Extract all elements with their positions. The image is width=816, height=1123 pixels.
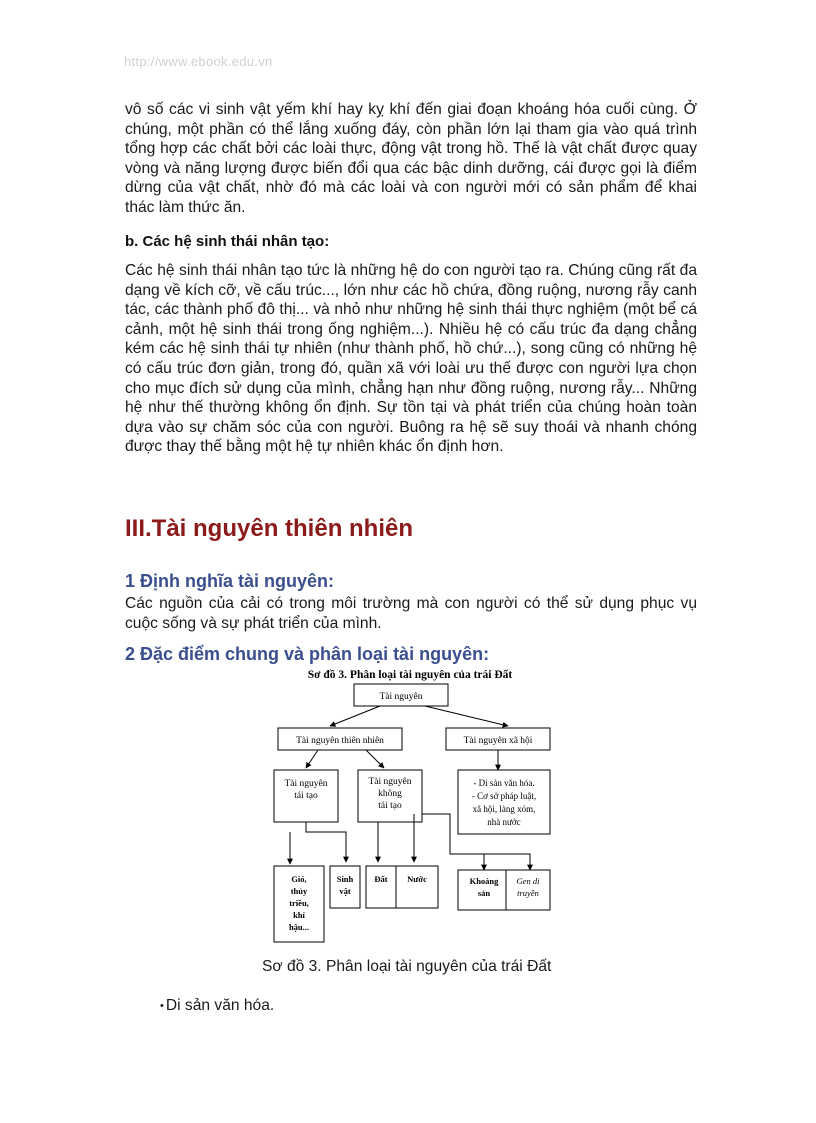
node-social-line4: nhà nước (487, 817, 521, 827)
subheading-artificial-ecosystems: b. Các hệ sinh thái nhân tạo: (125, 233, 330, 250)
node-living-line2: vật (339, 886, 351, 896)
node-minerals-line1: Khoáng (469, 876, 499, 886)
heading-definition: 1 Định nghĩa tài nguyên: (125, 571, 335, 591)
node-minerals-line2: sản (477, 888, 491, 898)
node-nonrenewable-line2: không (378, 789, 402, 799)
node-renewable-line2: tái tạo (294, 791, 318, 801)
watermark-url: http://www.ebook.edu.vn (124, 54, 273, 69)
node-wind-line1: Gió, (291, 874, 307, 884)
node-social-line1: - Di sản văn hóa. (473, 778, 535, 788)
bullet-item-cultural-heritage (160, 997, 274, 1015)
node-root-label: Tài nguyên (379, 692, 423, 702)
node-water-label: Nước (407, 874, 427, 884)
bullet-dot-icon: • (160, 1000, 164, 1012)
node-water (396, 866, 438, 908)
node-wind-line4: khí (293, 910, 305, 920)
node-wind-line2: thủy (290, 886, 308, 896)
node-soil (366, 866, 396, 908)
resource-classification-diagram (270, 664, 552, 944)
paragraph-definition: Các nguồn của cải có trong môi trường mà con người có thể sử dụng phục vụ cuộc sống và sự phát triển của mình. (125, 595, 697, 632)
node-soil-label: Đất (374, 874, 388, 884)
node-natural-resources-label: Tài nguyên thiên nhiên (296, 736, 384, 746)
paragraph-artificial-ecosystems: Các hệ sinh thái nhân tạo tức là những hệ do con người tạo ra. Chúng cũng rất đa dạng về kích cỡ, về cấu trúc..., lớn như các hồ chứa, đồng ruộng, nương rẫy canh tác, các thành phố đô thị... và nhỏ như những hệ sinh thái thực nghiệm (một bể cá cảnh, một hệ sinh thái trong ống nghiệm...). Nhiều hệ có cấu trúc đa dạng chẳng kém các hệ sinh thái tự nhiên (như thành phố, hồ chứ...), song cũng có những hệ có cấu trúc đơn giản, trong đó, quần xã với loài ưu thế được con người lựa chọn cho mục đích sử dụng của mình, chẳng hạn như đồng ruộng, nương rẫy... Những hệ như thế thường không ổn định. Sự tồn tại và phát triển của chúng hoàn toàn dựa vào sự chăm sóc của con người. Buông ra hệ sẽ suy thoái và nhanh chóng được thay thế bằng một hệ tự nhiên khác ổn định hơn. (125, 262, 697, 456)
node-wind-line5: hậu... (288, 922, 310, 932)
diagram-caption: Sơ đồ 3. Phân loại tài nguyên của trái Đất (262, 958, 552, 975)
heading-classification: 2 Đặc điểm chung và phân loại tài nguyên: (125, 644, 490, 664)
node-genetic-line1: Gen di (516, 876, 540, 886)
node-nonrenewable-line1: Tài nguyên (368, 777, 412, 787)
node-social-line2: - Cơ sở pháp luật, (471, 791, 537, 801)
paragraph-lake-cycle: vô số các vi sinh vật yếm khí hay kỵ khí đến giai đoạn khoáng hóa cuối cùng. Ở chúng, một phần có thể lắng xuống đáy, còn phần lớn lại tham gia vào quá trình tổng hợp các chất bởi các loài thực, động vật trong hồ. Thế là vật chất được quay vòng và năng lượng được biến đổi qua các bậc dinh dưỡng, cái được gọi là điểm dừng của vật chất, nhờ đó mà các loài và con người mới có sản phẩm để khai thác làm thức ăn. (125, 101, 697, 216)
node-living-line1: Sinh (336, 874, 354, 884)
node-social-line3: xã hội, làng xóm, (472, 804, 536, 814)
node-wind-line3: triều, (289, 898, 309, 908)
node-genetic-line2: truyền (517, 888, 539, 898)
node-social-resources-label: Tài nguyên xã hội (463, 736, 533, 746)
bullet-text: Di sản văn hóa. (165, 997, 275, 1014)
node-nonrenewable-line3: tái tạo (378, 801, 402, 811)
diagram-title: Sơ đồ 3. Phân loại tài nguyên của trái Đất (307, 669, 513, 681)
node-renewable-line1: Tài nguyên (284, 779, 328, 789)
section-heading-natural-resources: III.Tài nguyên thiên nhiên (125, 515, 414, 542)
